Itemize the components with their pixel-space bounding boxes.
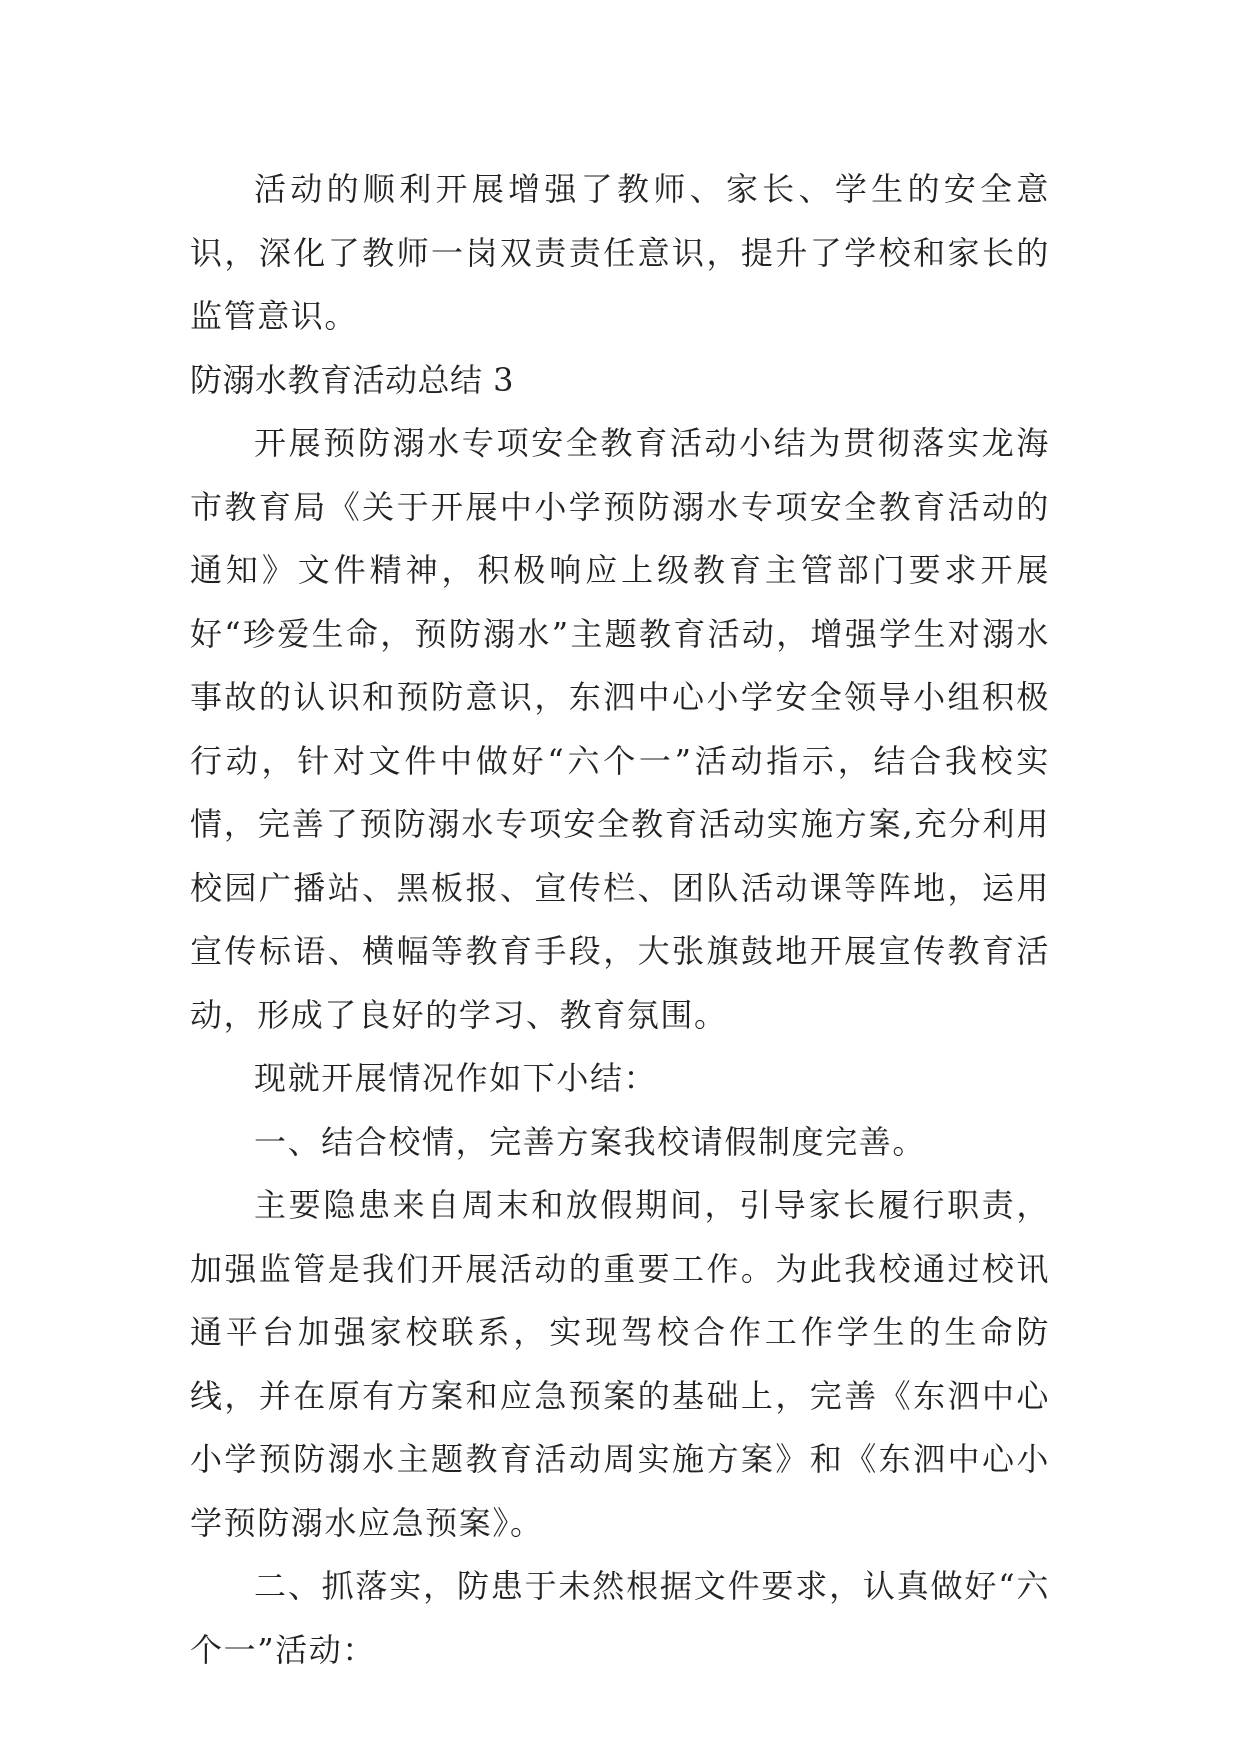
paragraph-activity-summary: 开展预防溺水专项安全教育活动小结为贯彻落实龙海市教育局《关于开展中小学预防溺水专项安全教育活动的通知》文件精神，积极响应上级教育主管部门要求开展好“珍爱生命，预防溺水”主题教育活动，增强学生对溺水事故的认识和预防意识，东泗中心小学安全领导小组积极行动，针对文件中做好“六个一”活动指示，结合我校实情，完善了预防溺水专项安全教育活动实施方案,充分利用校园广播站、黑板报、宣传栏、团队活动课等阵地，运用宣传标语、横幅等教育手段，大张旗鼓地开展宣传教育活动，形成了良好的学习、教育氛围。 bbox=[190, 424, 1050, 1034]
paragraph-summary-intro: 现就开展情况作如下小结： bbox=[254, 1059, 658, 1097]
paragraph-main-hazards: 主要隐患来自周末和放假期间，引导家长履行职责，加强监管是我们开展活动的重要工作。为此我校通过校讯通平台加强家校联系，实现驾校合作工作学生的生命防线，并在原有方案和应急预案的基础上，完善《东泗中心小学预防溺水主题教育活动周实施方案》和《东泗中心小学预防溺水应急预案》。 bbox=[190, 1186, 1050, 1542]
paragraph-point-one: 一、结合校情，完善方案我校请假制度完善。 bbox=[254, 1122, 927, 1161]
section-heading: 防溺水教育活动总结 3 bbox=[190, 360, 515, 399]
paragraph-safety-awareness: 活动的顺利开展增强了教师、家长、学生的安全意识，深化了教师一岗双责责任意识，提升了学校和家长的监管意识。 bbox=[190, 170, 1050, 335]
document-body bbox=[190, 158, 1050, 1682]
paragraph-point-two: 二、抓落实，防患于未然根据文件要求，认真做好“六个一”活动： bbox=[190, 1567, 1050, 1669]
